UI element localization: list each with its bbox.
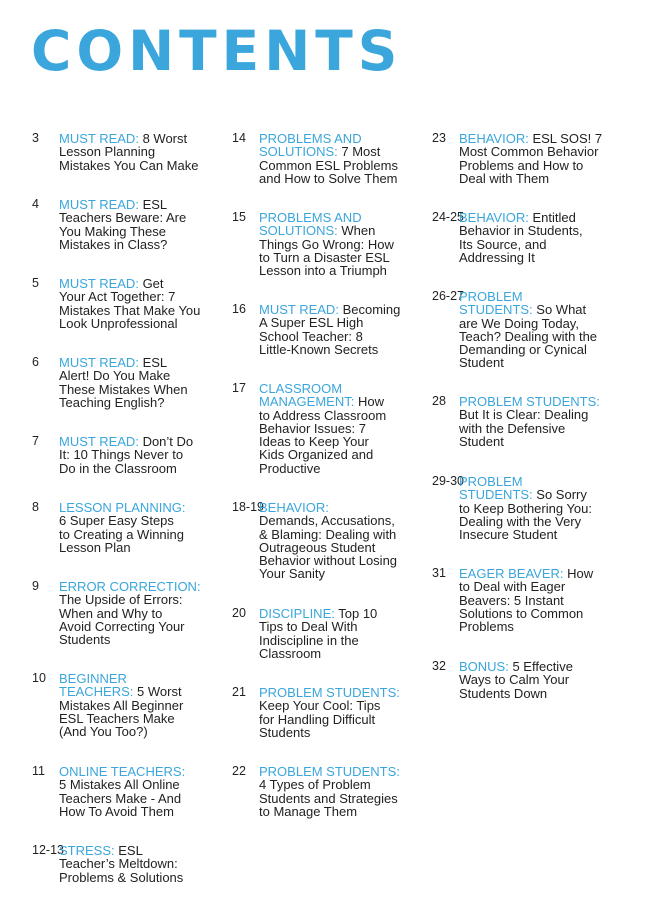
entry-description: 5 Worst Mistakes All Beginner ESL Teachers Make (And You Too?) xyxy=(59,684,184,740)
entry-title xyxy=(59,580,229,646)
toc-entry[interactable] xyxy=(232,211,429,277)
entry-description: Entitled Behavior in Students, Its Source, and Addressing It xyxy=(459,210,583,265)
toc-entry[interactable] xyxy=(432,567,629,633)
category-label: PROBLEM STUDENTS: xyxy=(259,764,400,779)
entry-description: When Things Go Wrong: How to Turn a Disaster ESL Lesson into a Triumph xyxy=(259,223,394,279)
entry-title xyxy=(59,501,229,554)
category-label: LESSON PLANNING: xyxy=(59,500,186,515)
toc-entry[interactable] xyxy=(232,607,429,660)
category-label: STRESS: xyxy=(59,843,115,858)
toc-entry[interactable] xyxy=(432,395,629,448)
entry-description: Don’t Do It: 10 Things Never to Do in the Classroom xyxy=(59,434,194,476)
entry-title xyxy=(59,844,229,884)
category-label: BEHAVIOR: xyxy=(459,210,529,225)
entry-title xyxy=(59,765,229,818)
entry-title xyxy=(459,567,629,633)
toc-entry[interactable] xyxy=(232,686,429,739)
category-label: PROBLEM STUDENTS: xyxy=(459,289,533,318)
entry-title xyxy=(259,686,429,739)
page-number: 23 xyxy=(432,131,446,145)
page-number: 14 xyxy=(232,131,246,145)
entry-description: ESL Teachers Beware: Are You Making These Mistakes in Class? xyxy=(59,197,187,252)
entry-description: Top 10 Tips to Deal With Indiscipline in the Classroom xyxy=(259,606,378,661)
entry-title xyxy=(459,132,629,185)
entry-title xyxy=(59,672,229,738)
entry-title xyxy=(59,435,229,475)
page-number: 4 xyxy=(32,197,39,211)
category-label: BEHAVIOR: xyxy=(259,500,329,515)
page-number: 21 xyxy=(232,685,246,699)
category-label: CLASSROOM MANAGEMENT: xyxy=(259,381,355,410)
entry-title xyxy=(59,198,229,251)
page-number: 24-25 xyxy=(432,210,464,224)
page-number: 3 xyxy=(32,131,39,145)
entry-title xyxy=(259,765,429,818)
category-label: MUST READ: xyxy=(59,276,139,291)
category-label: MUST READ: xyxy=(59,434,139,449)
toc-entry[interactable] xyxy=(32,580,229,646)
entry-title xyxy=(459,290,629,370)
entry-description: But It is Clear: Dealing with the Defensive Student xyxy=(459,407,589,449)
entry-description: How to Address Classroom Behavior Issues: 7 Ideas to Keep Your Kids Organized and Productive xyxy=(259,394,387,476)
entry-description: 7 Most Common ESL Problems and How to Solve Them xyxy=(259,144,398,186)
toc-entry[interactable] xyxy=(32,501,229,554)
page-number: 20 xyxy=(232,606,246,620)
page-number: 8 xyxy=(32,500,39,514)
entry-title xyxy=(259,501,429,581)
page-number: 26-27 xyxy=(432,289,464,303)
entry-title xyxy=(459,660,629,700)
entry-title xyxy=(259,303,429,356)
toc-entry[interactable] xyxy=(32,277,229,330)
category-label: MUST READ: xyxy=(59,197,139,212)
entry-description: How to Deal with Eager Beavers: 5 Instant Solutions to Common Problems xyxy=(459,566,594,635)
entry-description: Becoming A Super ESL High School Teacher: 8 Little-Known Secrets xyxy=(259,302,401,357)
toc-entry[interactable] xyxy=(32,198,229,251)
entry-title xyxy=(259,382,429,475)
entry-description: 5 Effective Ways to Calm Your Students Down xyxy=(459,659,573,701)
entry-title xyxy=(259,607,429,660)
page-number: 28 xyxy=(432,394,446,408)
entry-description: The Upside of Errors: When and Why to Avoid Correcting Your Students xyxy=(59,592,185,648)
page-number: 32 xyxy=(432,659,446,673)
entry-title xyxy=(459,211,629,264)
category-label: ERROR CORRECTION: xyxy=(59,579,201,594)
page-number: 5 xyxy=(32,276,39,290)
page-number: 17 xyxy=(232,381,246,395)
category-label: DISCIPLINE: xyxy=(259,606,335,621)
entry-description: 4 Types of Problem Students and Strategies to Manage Them xyxy=(259,777,398,819)
toc-entry[interactable] xyxy=(232,501,429,581)
toc-entry[interactable] xyxy=(32,356,229,409)
entry-description: 6 Super Easy Steps to Creating a Winning Lesson Plan xyxy=(59,513,185,555)
category-label: EAGER BEAVER: xyxy=(459,566,564,581)
toc-entry[interactable] xyxy=(232,382,429,475)
entry-description: So What are We Doing Today, Teach? Dealing with the Demanding or Cynical Student xyxy=(459,302,598,371)
toc-entry[interactable] xyxy=(432,475,629,541)
toc-entry[interactable] xyxy=(432,211,629,264)
entry-title xyxy=(459,395,629,448)
category-label: BONUS: xyxy=(459,659,509,674)
toc-entry[interactable] xyxy=(32,435,229,475)
category-label: MUST READ: xyxy=(59,131,139,146)
page-number: 11 xyxy=(32,764,45,778)
category-label: PROBLEMS AND SOLUTIONS: xyxy=(259,131,362,160)
entry-description: 8 Worst Lesson Planning Mistakes You Can Make xyxy=(59,131,199,173)
page-number: 22 xyxy=(232,764,246,778)
entry-title xyxy=(59,132,229,172)
entry-description: ESL Teacher’s Meltdown: Problems & Solutions xyxy=(59,843,184,885)
toc-entry[interactable] xyxy=(432,660,629,700)
toc-entry[interactable] xyxy=(32,844,229,884)
entry-title xyxy=(459,475,629,541)
category-label: MUST READ: xyxy=(59,355,139,370)
page-number: 6 xyxy=(32,355,39,369)
page-number: 12-13 xyxy=(32,843,64,857)
page-number: 7 xyxy=(32,434,39,448)
category-label: PROBLEM STUDENTS: xyxy=(459,474,533,503)
category-label: BEHAVIOR: xyxy=(459,131,529,146)
page-number: 31 xyxy=(432,566,446,580)
entry-title xyxy=(59,277,229,330)
category-label: PROBLEMS AND SOLUTIONS: xyxy=(259,210,362,239)
entry-title xyxy=(59,356,229,409)
page-number: 9 xyxy=(32,579,39,593)
entry-description: Get Your Act Together: 7 Mistakes That Make You Look Unprofessional xyxy=(59,276,201,331)
page-number: 16 xyxy=(232,302,246,316)
page-number: 29-30 xyxy=(432,474,464,488)
category-label: PROBLEM STUDENTS: xyxy=(259,685,400,700)
entry-description: So Sorry to Keep Bothering You: Dealing with the Very Insecure Student xyxy=(459,487,593,543)
toc-entry[interactable] xyxy=(32,672,229,738)
toc-entry[interactable] xyxy=(32,765,229,818)
page-number: 15 xyxy=(232,210,246,224)
page-number: 10 xyxy=(32,671,46,685)
toc-entry[interactable] xyxy=(432,290,629,370)
page-number: 18-19 xyxy=(232,500,264,514)
entry-description: 5 Mistakes All Online Teachers Make - And How To Avoid Them xyxy=(59,777,182,819)
category-label: PROBLEM STUDENTS: xyxy=(459,394,600,409)
entry-description: ESL Alert! Do You Make These Mistakes When Teaching English? xyxy=(59,355,188,410)
toc-entry[interactable] xyxy=(232,132,429,185)
entry-title xyxy=(259,211,429,277)
entry-description: ESL SOS! 7 Most Common Behavior Problems and How to Deal with Them xyxy=(459,131,603,186)
category-label: BEGINNER TEACHERS: xyxy=(59,671,134,700)
toc-entry[interactable] xyxy=(232,765,429,818)
entry-title xyxy=(259,132,429,185)
category-label: ONLINE TEACHERS: xyxy=(59,764,186,779)
entry-description: Demands, Accusations, & Blaming: Dealing with Outrageous Student Behavior without Losing Your Sanity xyxy=(259,513,398,582)
page-title: CONTENTS xyxy=(31,19,403,83)
entry-description: Keep Your Cool: Tips for Handling Difficult Students xyxy=(259,698,381,740)
toc-entry[interactable] xyxy=(32,132,229,172)
category-label: MUST READ: xyxy=(259,302,339,317)
toc-entry[interactable] xyxy=(232,303,429,356)
toc-entry[interactable] xyxy=(432,132,629,185)
